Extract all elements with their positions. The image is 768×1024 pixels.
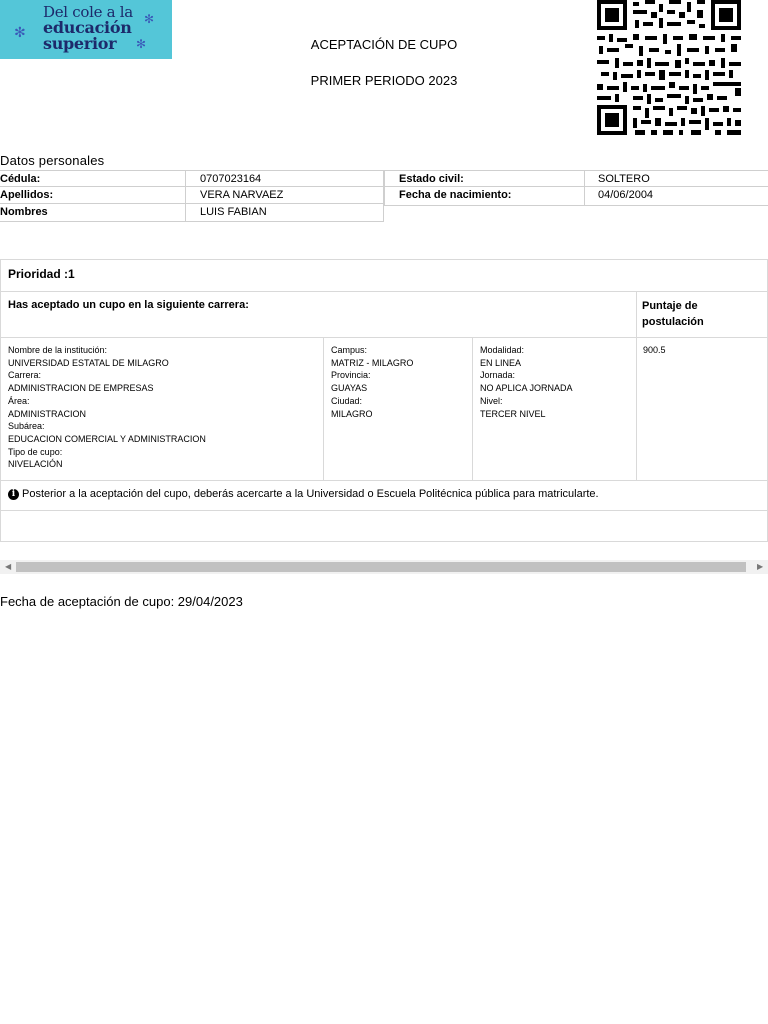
estado-civil-value: SOLTERO bbox=[584, 170, 768, 187]
prioridad-heading: Prioridad :1 bbox=[8, 267, 75, 281]
modalidad-value: EN LINEA bbox=[480, 357, 522, 368]
scrollbar-thumb[interactable] bbox=[16, 562, 746, 572]
fecha-aceptacion: Fecha de aceptación de cupo: 29/04/2023 bbox=[0, 594, 243, 609]
nombres-label: Nombres bbox=[0, 203, 186, 222]
provincia-value: GUAYAS bbox=[331, 383, 368, 394]
modalidad-details bbox=[480, 344, 573, 420]
cedula-label: Cédula: bbox=[0, 170, 186, 187]
section-title-personal: Datos personales bbox=[0, 153, 105, 168]
scroll-left-arrow-icon[interactable]: ◀ bbox=[5, 562, 12, 571]
apellidos-value: VERA NARVAEZ bbox=[185, 186, 384, 204]
provincia-label: Provincia: bbox=[331, 370, 371, 381]
scroll-right-arrow-icon[interactable]: ▶ bbox=[757, 562, 764, 571]
logo-line-1: Del cole a la bbox=[43, 3, 133, 21]
area-value: ADMINISTRACION bbox=[8, 408, 87, 419]
matricula-note bbox=[8, 488, 599, 500]
campus-label: Campus: bbox=[331, 345, 368, 355]
ciudad-value: MILAGRO bbox=[331, 408, 373, 419]
jornada-label: Jornada: bbox=[480, 370, 516, 381]
carrera-value: ADMINISTRACION DE EMPRESAS bbox=[8, 383, 154, 394]
institucion-label: Nombre de la institución: bbox=[8, 345, 108, 355]
campus-details bbox=[331, 344, 413, 420]
cupo-aceptado-text: Has aceptado un cupo en la siguiente carrera: bbox=[8, 299, 249, 311]
fecha-nacimiento-value: 04/06/2004 bbox=[584, 186, 768, 206]
apellidos-label: Apellidos: bbox=[0, 186, 186, 204]
modalidad-label: Modalidad: bbox=[480, 345, 525, 355]
flower-icon: ✻ bbox=[136, 37, 147, 51]
puntaje-label: Puntaje de postulación bbox=[642, 300, 704, 328]
carrera-label: Carrera: bbox=[8, 370, 42, 381]
subarea-value: EDUCACION COMERCIAL Y ADMINISTRACION bbox=[8, 433, 206, 444]
matricula-note-text: Posterior a la aceptación del cupo, deberás acercarte a la Universidad o Escuela Politécnica pública para matricularte. bbox=[22, 488, 599, 500]
document-title: ACEPTACIÓN DE CUPO bbox=[310, 37, 458, 52]
logo-line-2: educación bbox=[43, 18, 132, 37]
institucion-details bbox=[8, 344, 206, 471]
tipo-cupo-label: Tipo de cupo: bbox=[8, 446, 63, 457]
nivel-label: Nivel: bbox=[480, 395, 503, 406]
tipo-cupo-value: NIVELACIÓN bbox=[8, 459, 63, 470]
horizontal-scrollbar[interactable] bbox=[0, 560, 768, 574]
area-label: Área: bbox=[8, 395, 30, 406]
logo-line-3: superior bbox=[43, 34, 117, 53]
cedula-value: 0707023164 bbox=[185, 170, 384, 187]
flower-icon: ✻ bbox=[144, 12, 155, 26]
info-icon: i bbox=[8, 489, 19, 500]
nombres-value: LUIS FABIAN bbox=[185, 203, 384, 222]
ciudad-label: Ciudad: bbox=[331, 395, 363, 406]
nivel-value: TERCER NIVEL bbox=[480, 408, 546, 419]
subarea-label: Subárea: bbox=[8, 421, 45, 432]
institucion-value: UNIVERSIDAD ESTATAL DE MILAGRO bbox=[8, 357, 169, 368]
estado-civil-label: Estado civil: bbox=[384, 170, 585, 187]
qr-code bbox=[597, 0, 741, 135]
period-title: PRIMER PERIODO 2023 bbox=[310, 73, 458, 88]
campus-value: MATRIZ - MILAGRO bbox=[331, 357, 414, 368]
flower-icon: ✻ bbox=[14, 24, 26, 40]
fecha-nacimiento-label: Fecha de nacimiento: bbox=[384, 186, 585, 206]
program-logo bbox=[0, 0, 172, 59]
puntaje-value: 900.5 bbox=[643, 345, 666, 355]
jornada-value: NO APLICA JORNADA bbox=[480, 383, 573, 394]
